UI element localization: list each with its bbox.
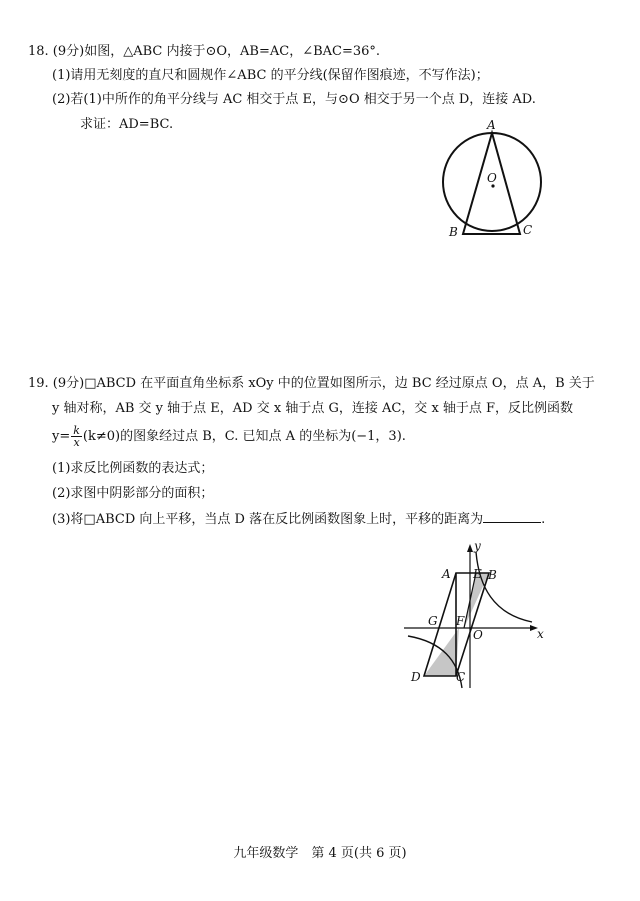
q19-part2: (2)求图中阴影部分的面积；	[52, 486, 214, 501]
q19-function-prefix: y=	[52, 429, 71, 444]
q19-part1: (1)求反比例函数的表达式；	[52, 461, 214, 476]
q19-stem-line2: y 轴对称，AB 交 y 轴于点 E，AD 交 x 轴于点 G，连接 AC，交 x 轴于点 F，反比例函数	[52, 401, 574, 416]
label-x: x	[537, 627, 544, 641]
label-f: F	[456, 614, 465, 628]
q19-function-suffix: (k≠0)的图象经过点 B，C. 已知点 A 的坐标为(−1，3).	[82, 429, 406, 444]
q19-stem-line3	[52, 422, 406, 452]
q19-part3	[52, 510, 545, 528]
q18-part1: (1)请用无刻度的直尺和圆规作∠ABC 的平分线(保留作图痕迹，不写作法)；	[52, 68, 489, 83]
label-b: B	[488, 568, 497, 582]
label-c: C	[523, 223, 533, 237]
q18-stem: 18. (9分)如图，△ABC 内接于⊙O，AB=AC，∠BAC=36°.	[28, 44, 381, 59]
q19-part3-text: (3)将□ABCD 向上平移，当点 D 落在反比例函数图象上时，平移的距离为	[52, 512, 484, 527]
label-a: A	[442, 567, 451, 581]
shaded-region-right	[464, 573, 489, 628]
q19-coordinate-figure	[398, 538, 558, 693]
answer-blank[interactable]	[483, 510, 541, 523]
label-a: A	[487, 118, 496, 132]
q19-stem-line1: 19. (9分)□ABCD 在平面直角坐标系 xOy 中的位置如图所示，边 BC 经过原点 O，点 A，B 关于	[28, 376, 595, 391]
label-c: C	[456, 670, 466, 684]
q18-part2: (2)若(1)中所作的角平分线与 AC 相交于点 E，与⊙O 相交于另一个点 D，连接 AD.	[52, 92, 536, 107]
q19-fraction	[71, 425, 82, 448]
label-o: O	[487, 171, 497, 185]
label-g: G	[428, 614, 438, 628]
label-y: y	[474, 539, 481, 553]
q18-circle-figure	[430, 115, 560, 245]
q19-fraction-numerator: k	[73, 424, 80, 437]
q18-prove: 求证：AD=BC.	[80, 117, 174, 132]
page-footer: 九年级数学 第 4 页(共 6 页)	[233, 846, 407, 861]
shaded-region-left	[424, 628, 459, 676]
y-axis-arrow	[467, 544, 473, 552]
q19-fraction-denominator: x	[73, 436, 80, 449]
label-e: E	[473, 567, 482, 581]
q19-part3-period: .	[541, 512, 546, 527]
label-b: B	[449, 225, 458, 239]
label-o: O	[473, 628, 483, 642]
label-d: D	[411, 670, 421, 684]
